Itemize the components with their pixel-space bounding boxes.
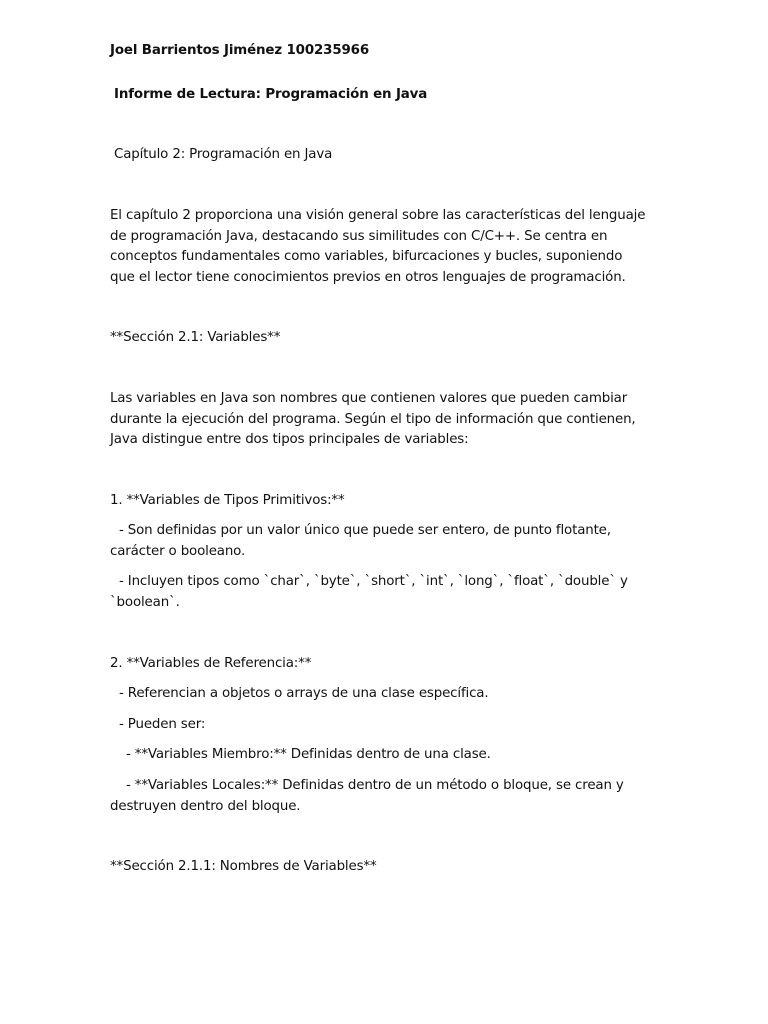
primitive-item-line: carácter o booleano.: [110, 543, 246, 559]
intro-line: conceptos fundamentales como variables, bifurcaciones y bucles, suponiendo: [110, 249, 623, 264]
reference-sub-item-2: [110, 776, 662, 817]
primitive-item-line: - Son definidas por un valor único que puede ser entero, de punto flotante,: [119, 523, 611, 538]
intro-line: El capítulo 2 proporciona una visión general sobre las características del lenguaje: [110, 208, 646, 223]
reference-sub-line: destruyen dentro del bloque.: [110, 798, 301, 814]
primitive-item-2: [110, 572, 662, 613]
reference-item-2: - Pueden ser:: [119, 717, 206, 732]
chapter-title: Capítulo 2: Programación en Java: [114, 147, 333, 162]
primitive-item-1: [110, 521, 662, 562]
intro-line: de programación Java, destacando sus similitudes con C/C++. Se centra en: [110, 228, 608, 244]
variables-paragraph: [110, 389, 662, 451]
author-line: Joel Barrientos Jiménez 100235966: [110, 43, 369, 58]
variables-line: Java distingue entre dos tipos principales de variables:: [110, 432, 469, 447]
report-title: Informe de Lectura: Programación en Java: [114, 87, 428, 102]
reference-item-1: - Referencian a objetos o arrays de una clase específica.: [119, 686, 489, 701]
intro-line: que el lector tiene conocimientos previos en otros lenguajes de programación.: [110, 269, 626, 285]
section-heading-2-1-1: **Sección 2.1.1: Nombres de Variables**: [110, 859, 377, 874]
reference-sub-item-1: - **Variables Miembro:** Definidas dentro de una clase.: [126, 747, 491, 762]
reference-types-heading: 2. **Variables de Referencia:**: [110, 656, 312, 671]
intro-paragraph: [110, 206, 662, 288]
variables-line: durante la ejecución del programa. Según el tipo de información que contienen,: [110, 411, 636, 427]
primitive-types-heading: 1. **Variables de Tipos Primitivos:**: [110, 493, 345, 508]
section-heading-2-1: **Sección 2.1: Variables**: [110, 330, 281, 345]
reference-sub-line: - **Variables Locales:** Definidas dentro de un método o bloque, se crean y: [126, 778, 624, 793]
primitive-item-line: `boolean`.: [110, 594, 180, 610]
primitive-item-line: - Incluyen tipos como `char`, `byte`, `short`, `int`, `long`, `float`, `double` y: [119, 574, 628, 589]
variables-line: Las variables en Java son nombres que contienen valores que pueden cambiar: [110, 391, 628, 406]
